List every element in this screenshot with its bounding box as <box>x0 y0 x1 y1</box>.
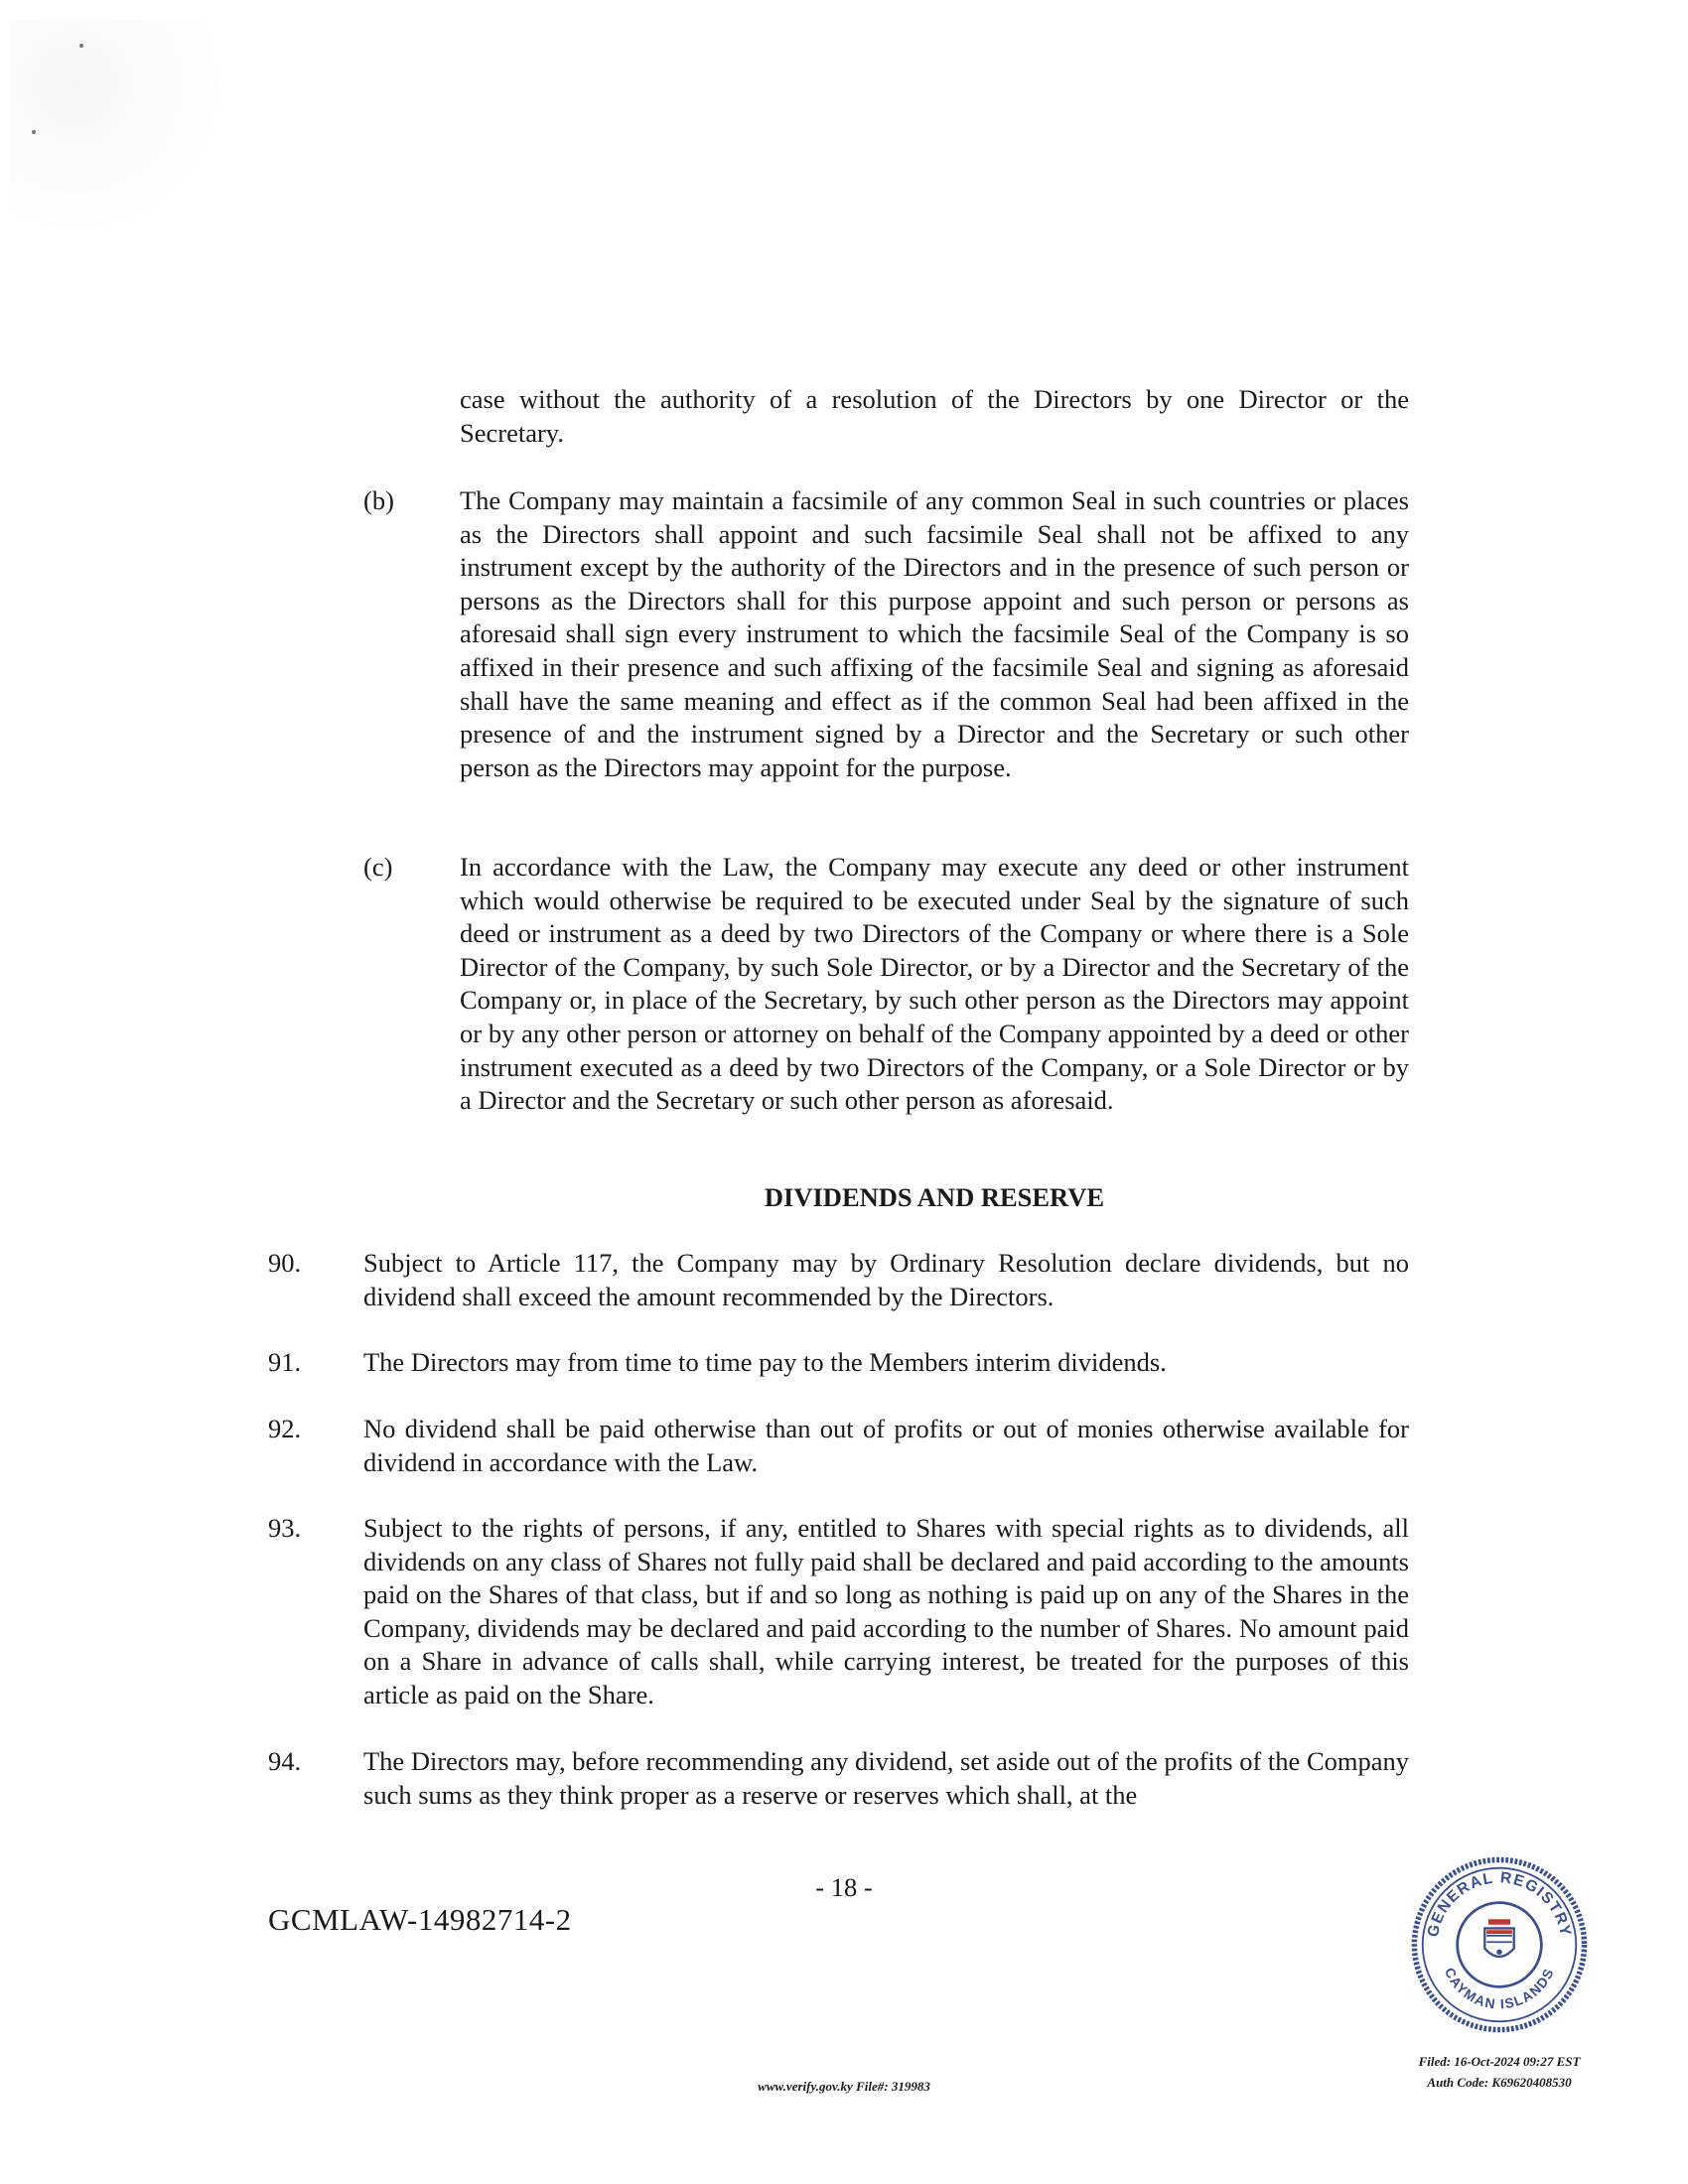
filed-date: Filed: 16-Oct-2024 09:27 EST <box>1418 2054 1581 2069</box>
article-text: Subject to Article 117, the Company may by Ordinary Resolution declare dividends, but no dividend shall exceed the amount recommended by the Directors. <box>363 1248 1409 1311</box>
scan-speck <box>32 130 36 134</box>
subclause-label: (b) <box>363 485 394 515</box>
article-text: No dividend shall be paid otherwise than out of profits or out of monies otherwise available for dividend in accordance with the Law. <box>363 1414 1409 1477</box>
seal-bottom-text: CAYMAN ISLANDS <box>1441 1965 1558 2012</box>
subclause-text: The Company may maintain a facsimile of any common Seal in such countries or places as the Directors shall appoint and such facsimile Seal shall not be affixed to any instrument except by the authority of the Directors and in the presence of such person or persons as the Directors shall for this purpose appoint and such person or persons as aforesaid shall sign every instrument to which the facsimile Seal of the Company is so affixed in their presence and such affixing of the facsimile Seal and signing as aforesaid shall have the same meaning and effect as if the common Seal had been affixed in the presence of and the instrument signed by a Director and the Secretary or such other person as the Directors may appoint for the purpose. <box>460 485 1409 782</box>
scan-speck <box>79 44 83 48</box>
article-number: 94. <box>268 1746 302 1776</box>
document-reference: GCMLAW-14982714-2 <box>268 1902 572 1937</box>
verification-url: www.verify.gov.ky File#: 319983 <box>758 2079 930 2094</box>
article-number: 93. <box>268 1513 302 1543</box>
general-registry-seal-icon <box>1408 1853 1591 2036</box>
article-number: 90. <box>268 1248 302 1278</box>
subclause-label: (c) <box>363 852 393 882</box>
article-text: The Directors may, before recommending any dividend, set aside out of the profits of the Company such sums as they think proper as a reserve or reserves which shall, at the <box>363 1746 1409 1810</box>
article-text: The Directors may from time to time pay to the Members interim dividends. <box>363 1347 1167 1377</box>
coat-of-arms-icon <box>1484 1919 1513 1957</box>
article-number: 91. <box>268 1347 302 1377</box>
article-text: Subject to the rights of persons, if any, entitled to Shares with special rights as to dividends, all dividends on any class of Shares not fully paid shall be declared and paid according to the amounts paid on the Shares of that class, but if and so long as nothing is paid up on any of the Shares in the Company, dividends may be declared and paid according to the number of Shares. No amount paid on a Share in advance of calls shall, while carrying interest, be treated for the purposes of this article as paid on the Share. <box>363 1513 1409 1709</box>
article-number: 92. <box>268 1414 302 1443</box>
page-number: - 18 - <box>815 1872 873 1902</box>
seal-top-text: GENERAL REGISTRY <box>1424 1869 1575 1939</box>
section-heading: DIVIDENDS AND RESERVE <box>764 1182 1105 1212</box>
continuation-paragraph: case without the authority of a resolution of the Directors by one Director or the Secretary. <box>460 384 1409 448</box>
auth-code: Auth Code: K69620408530 <box>1427 2075 1572 2090</box>
subclause-text: In accordance with the Law, the Company may execute any deed or other instrument which would otherwise be required to be executed under Seal by the signature of such deed or instrument as a deed by two Directors of the Company or where there is a Sole Director of the Company, by such Sole Director, or by a Director and the Secretary of the Company or, in place of the Secretary, by such other person as the Directors may appoint or by any other person or attorney on behalf of the Company appointed by a deed or other instrument executed as a deed by two Directors of the Company, or a Sole Director or by a Director and the Secretary or such other person as aforesaid. <box>460 852 1409 1116</box>
scan-smudge <box>10 20 228 238</box>
filing-stamp <box>1360 2051 1638 2093</box>
